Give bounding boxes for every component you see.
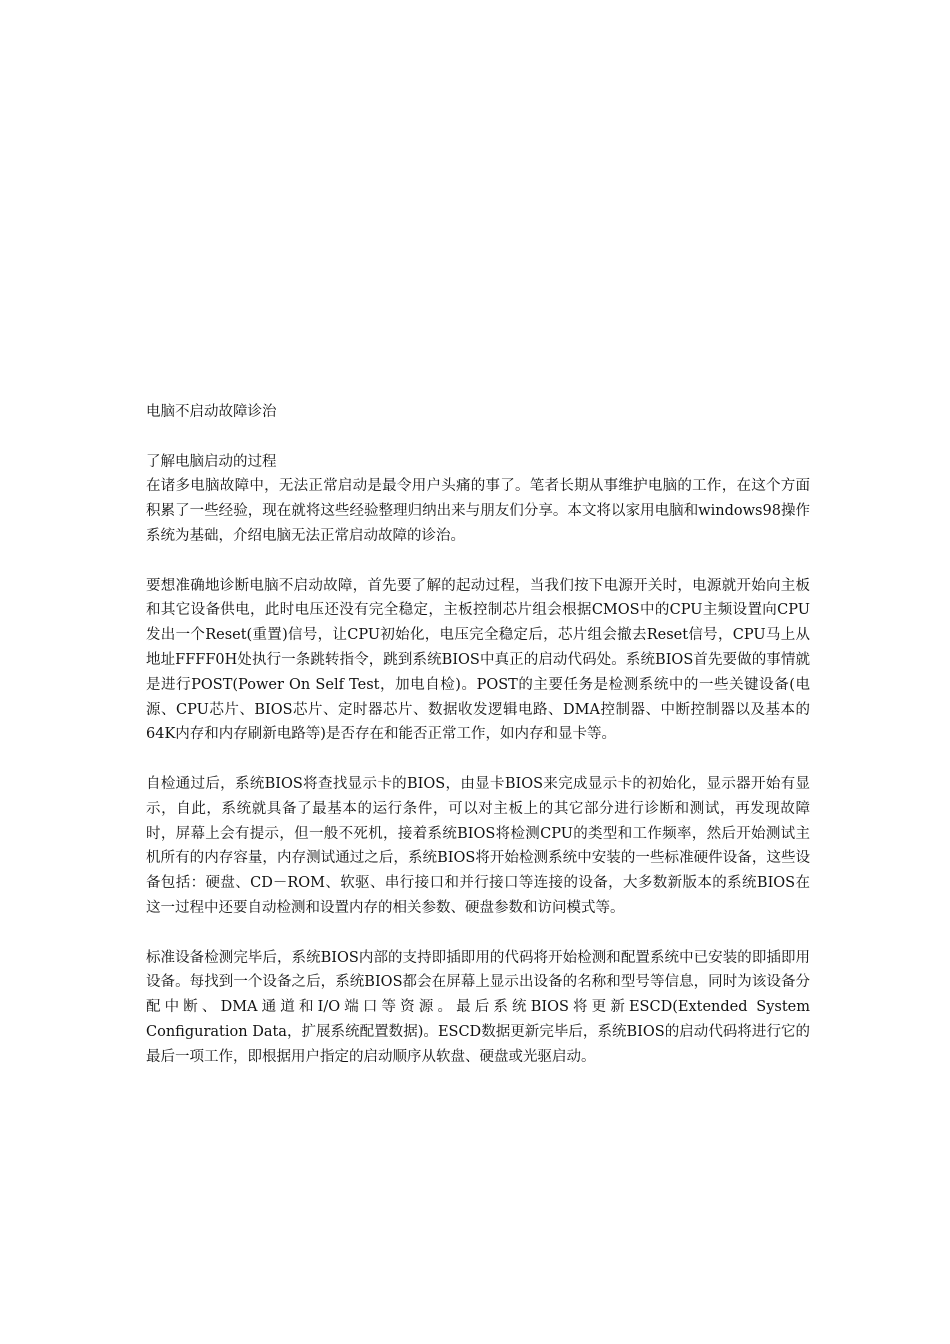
paragraph-boot-process: 要想准确地诊断电脑不启动故障，首先要了解的起动过程，当我们按下电源开关时，电源就开始向主板和其它设备供电，此时电压还没有完全稳定，主板控制芯片组会根据CMOS中的CPU主频设置向CPU发出一个Reset(重置)信号，让CPU初始化，电压完全稳定后，芯片组会撤去Reset信号，CPU马上从地址FFFF0H处执行一条跳转指令，跳到系统BIOS中真正的启动代码处。系统BIOS首先要做的事情就是进行POST(Power On Self Test，加电自检)。POST的主要任务是检测系统中的一些关键设备(电源、CPU芯片、BIOS芯片、定时器芯片、数据收发逻辑电路、DMA控制器、中断控制器以及基本的64K内存和内存刷新电路等)是否存在和能否正常工作，如内存和显卡等。	[146, 577, 810, 743]
blank-line	[146, 549, 810, 574]
blank-line	[146, 747, 810, 772]
paragraph-pnp-boot: 标准设备检测完毕后，系统BIOS内部的支持即插即用的代码将开始检测和配置系统中已安装的即插即用设备。每找到一个设备之后，系统BIOS都会在屏幕上显示出设备的名称和型号等信息，同时为该设备分配中断、DMA通道和I/O端口等资源。最后系统BIOS将更新ESCD(Extended System Configuration Data，扩展系统配置数据)。ESCD数据更新完毕后，系统BIOS的启动代码将进行它的最后一项工作，即根据用户指定的启动顺序从软盘、硬盘或光驱启动。	[146, 949, 810, 1065]
paragraph-intro: 在诸多电脑故障中，无法正常启动是最令用户头痛的事了。笔者长期从事维护电脑的工作，在这个方面积累了一些经验，现在就将这些经验整理归纳出来与朋友们分享。本文将以家用电脑和windows98操作系统为基础，介绍电脑无法正常启动故障的诊治。	[146, 478, 810, 544]
paragraph-post-check: 自检通过后，系统BIOS将查找显示卡的BIOS，由显卡BIOS来完成显示卡的初始化，显示器开始有显示，自此，系统就具备了最基本的运行条件，可以对主板上的其它部分进行诊断和测试，再发现故障时，屏幕上会有提示，但一般不死机，接着系统BIOS将检测CPU的类型和工作频率，然后开始测试主机所有的内存容量，内存测试通过之后，系统BIOS将开始检测系统中安装的一些标准硬件设备，这些设备包括：硬盘、CD－ROM、软驱、串行接口和并行接口等连接的设备，大多数新版本的系统BIOS在这一过程中还要自动检测和设置内存的相关参数、硬盘参数和访问模式等。	[146, 775, 810, 916]
blank-line	[146, 425, 810, 450]
section-heading: 了解电脑启动的过程	[146, 453, 277, 470]
document-title: 电脑不启动故障诊治	[146, 404, 277, 420]
blank-line	[146, 921, 810, 946]
document-body	[146, 400, 810, 1070]
